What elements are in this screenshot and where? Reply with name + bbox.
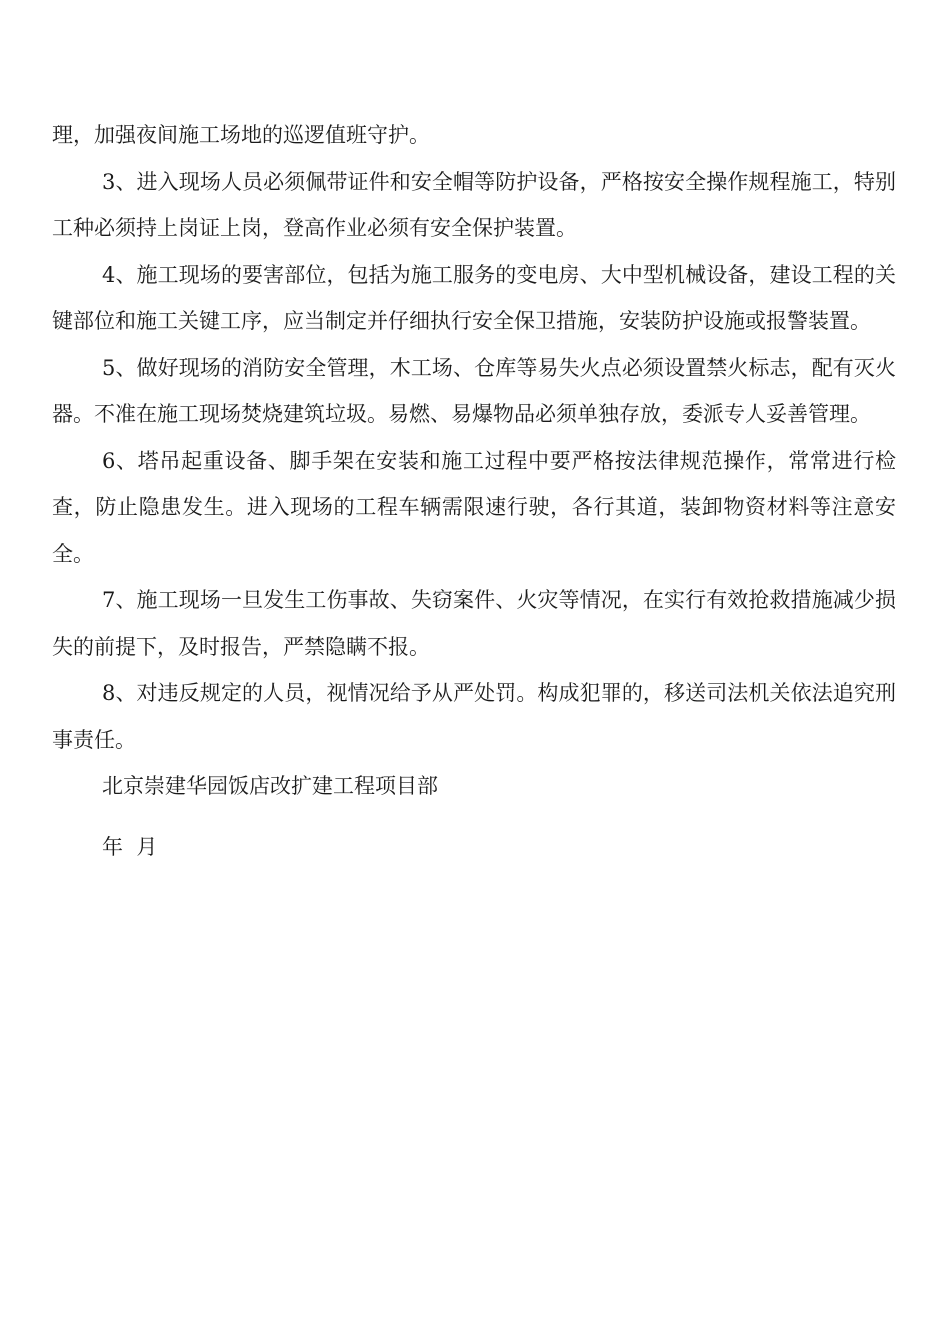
- signature-line: 北京崇建华园饭店改扩建工程项目部: [102, 774, 438, 798]
- paragraph-item-8: 8、对违反规定的人员，视情况给予从严处罚。构成犯罪的，移送司法机关依法追究刑事责任。: [52, 681, 896, 752]
- paragraph-item-4: 4、施工现场的要害部位，包括为施工服务的变电房、大中型机械设备，建设工程的关键部位和施工关键工序，应当制定并仔细执行安全保卫措施，安装防护设施或报警装置。: [52, 262, 896, 333]
- paragraph-item-3: 3、进入现场人员必须佩带证件和安全帽等防护设备，严格按安全操作规程施工，特别工种必须持上岗证上岗，登高作业必须有安全保护装置。: [52, 169, 896, 240]
- date-line: 年 月: [102, 834, 158, 859]
- paragraph-item-6: 6、塔吊起重设备、脚手架在安装和施工过程中要严格按法律规范操作，常常进行检查，防止隐患发生。进入现场的工程车辆需限速行驶，各行其道，装卸物资材料等注意安全。: [52, 448, 896, 566]
- paragraph-item-7: 7、施工现场一旦发生工伤事故、失窃案件、火灾等情况，在实行有效抢救措施减少损失的前提下，及时报告，严禁隐瞒不报。: [52, 588, 896, 659]
- document-body: [52, 112, 896, 870]
- paragraph-item-5: 5、做好现场的消防安全管理，木工场、仓库等易失火点必须设置禁火标志，配有灭火器。不准在施工现场焚烧建筑垃圾。易燃、易爆物品必须单独存放，委派专人妥善管理。: [52, 355, 896, 426]
- paragraph-continuation: 理，加强夜间施工场地的巡逻值班守护。: [52, 123, 430, 147]
